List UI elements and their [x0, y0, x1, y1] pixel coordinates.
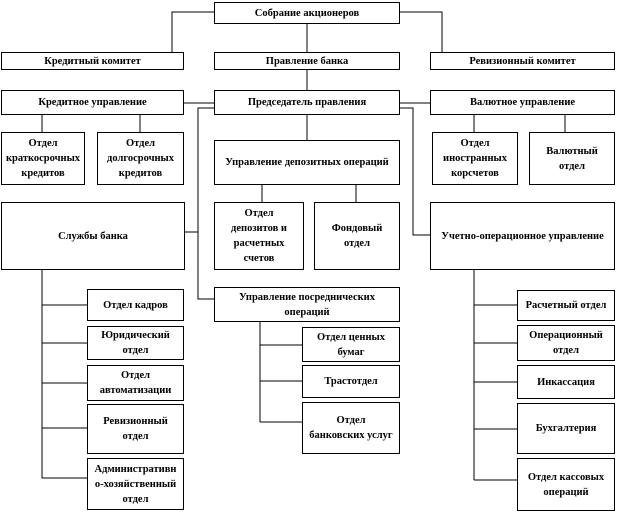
node-cash-desk-ops: Отдел кассовых операций	[517, 458, 615, 511]
connector-chairman-accounting-ops	[400, 108, 430, 235]
node-foreign-corr: Отдел иностранных корсчетов	[432, 132, 518, 185]
node-hr-dept: Отдел кадров	[87, 289, 184, 321]
node-bank-services: Службы банка	[1, 202, 185, 270]
node-stock-dept: Фондовый отдел	[314, 202, 400, 270]
node-credit-dept: Кредитное управление	[1, 90, 184, 115]
node-assembly: Собрание акционеров	[214, 2, 400, 24]
node-short-term-credits: Отдел краткосрочных кредитов	[1, 132, 85, 185]
node-bookkeeping: Бухгалтерия	[517, 403, 615, 454]
node-automation-dept: Отдел автоматизации	[87, 365, 184, 401]
node-accounting-ops: Учетно-операционное управление	[430, 202, 615, 270]
node-currency-dept: Валютное управление	[430, 90, 615, 115]
node-credit-committee: Кредитный комитет	[1, 52, 184, 70]
node-operations-dept: Операционный отдел	[517, 325, 615, 361]
node-intermediary-ops: Управление посреднических операций	[214, 287, 400, 322]
node-banking-services-dept: Отдел банковских услуг	[302, 402, 400, 454]
node-currency-office: Валютный отдел	[529, 132, 615, 185]
node-long-term-credits: Отдел долгосрочных кредитов	[97, 132, 184, 185]
node-admin-dept: Административн о-хозяйственный отдел	[87, 458, 184, 510]
node-securities-dept: Отдел ценных бумаг	[302, 327, 400, 362]
node-board: Правление банка	[214, 52, 400, 70]
node-audit-committee: Ревизионный комитет	[430, 52, 615, 70]
node-trust-dept: Трастотдел	[302, 365, 400, 398]
connector-assembly-audit-committee	[399, 12, 442, 52]
node-legal-dept: Юридический отдел	[87, 326, 184, 360]
node-audit-dept: Ревизионный отдел	[87, 404, 184, 454]
node-chairman: Председатель правления	[214, 90, 400, 115]
node-deposits-accounts: Отдел депозитов и расчетных счетов	[214, 202, 304, 270]
node-cash-collection: Инкассация	[517, 365, 615, 399]
connector-chairman-intermediary	[198, 108, 214, 299]
node-deposit-ops: Управление депозитных операций	[214, 140, 400, 185]
node-settlement-dept: Расчетный отдел	[517, 290, 615, 321]
connector-assembly-credit-committee	[172, 12, 214, 52]
